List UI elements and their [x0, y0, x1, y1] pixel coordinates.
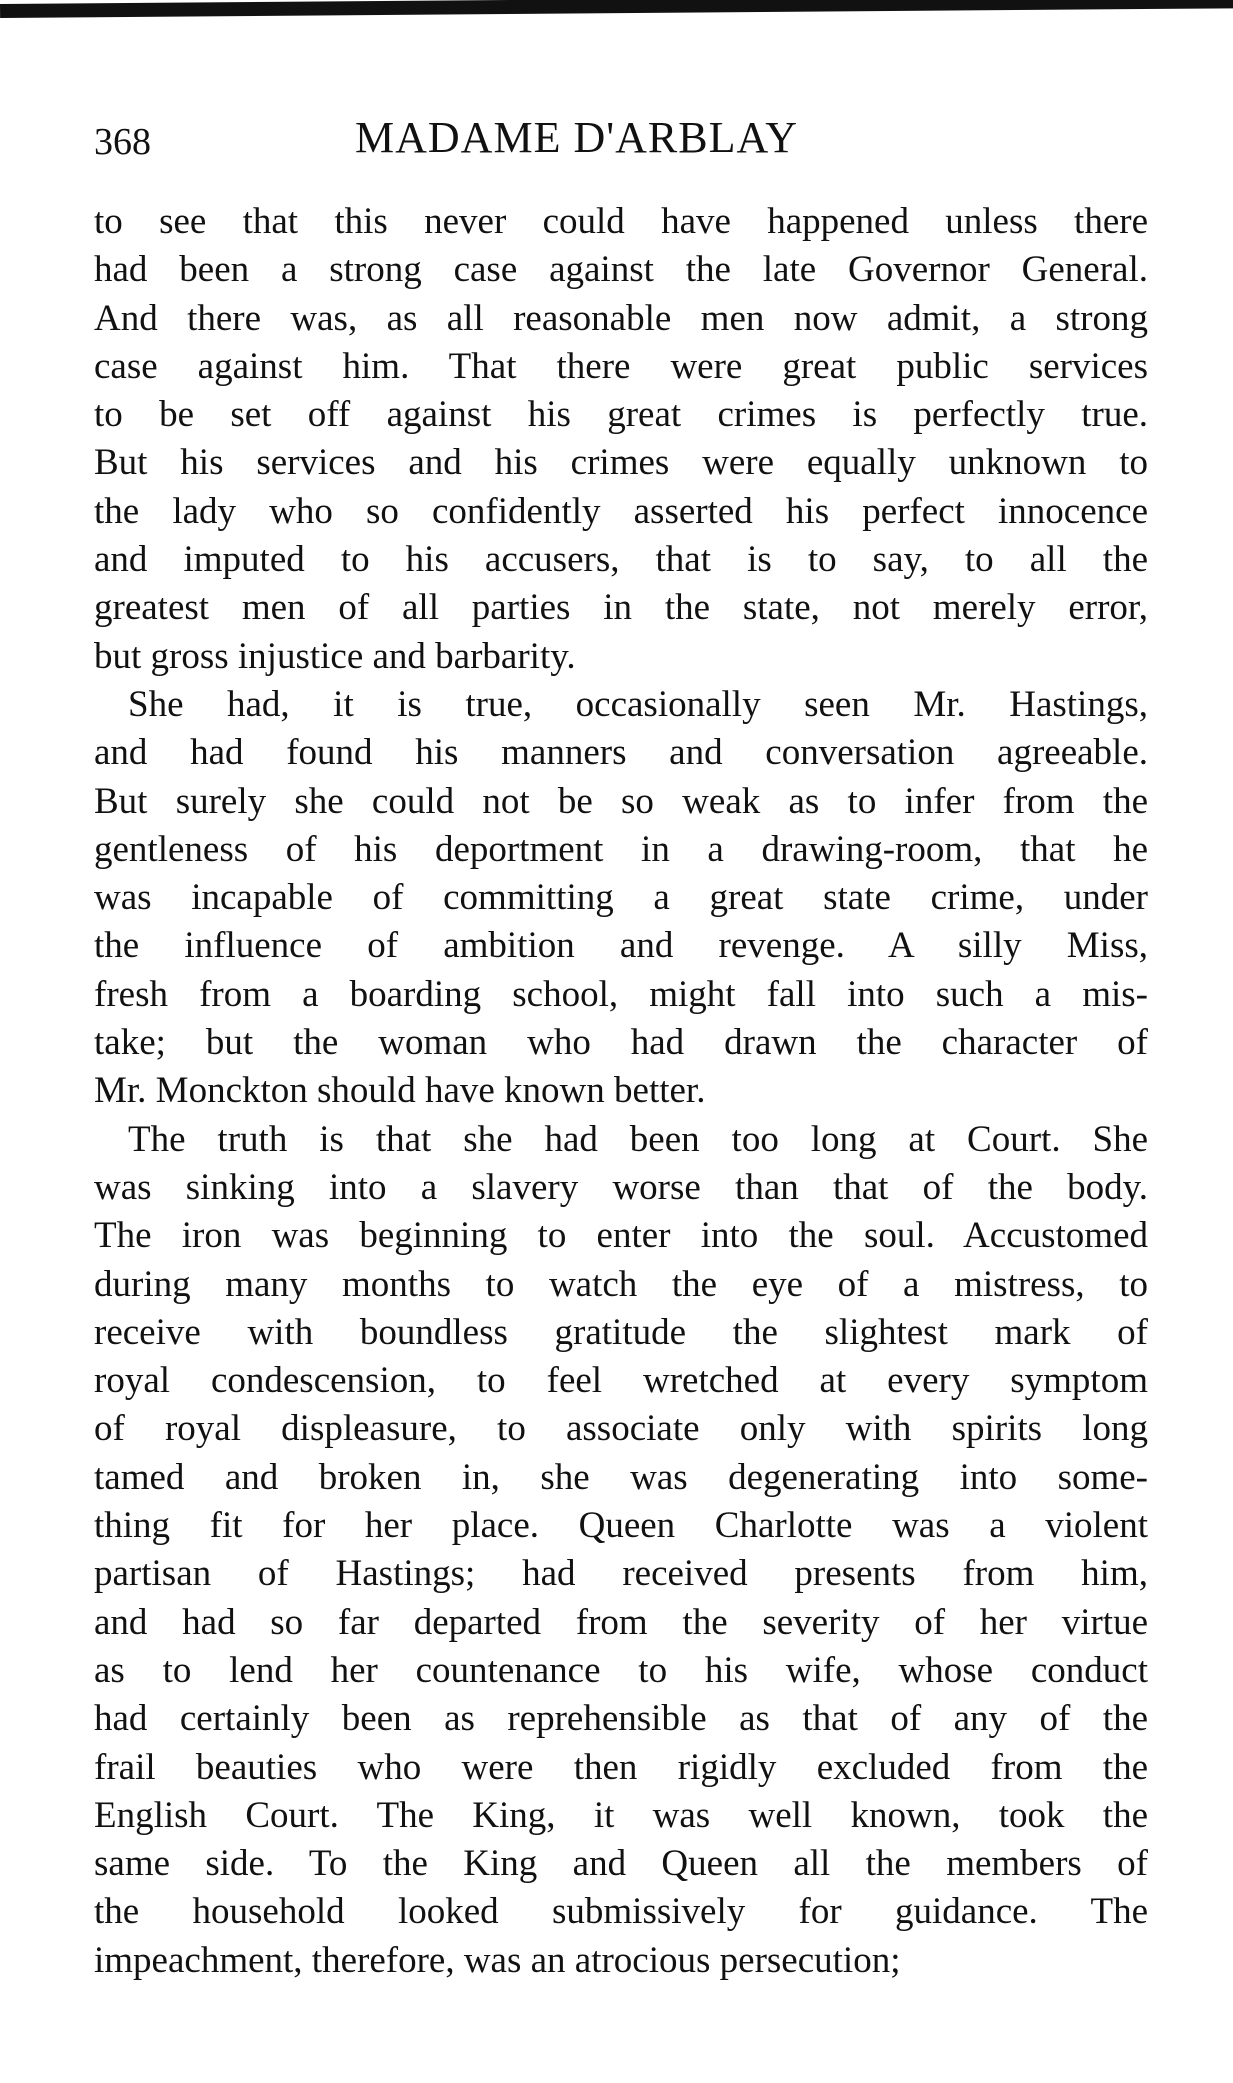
text-line: to be set off against his great crimes is perfectly true. — [94, 394, 1148, 436]
paragraph — [94, 198, 1148, 681]
text-line: and had so far departed from the severity of her virtue — [94, 1601, 1148, 1643]
text-line: royal condescension, to feel wretched at every symptom — [94, 1360, 1148, 1402]
text-line: greatest men of all parties in the state, not merely error, — [94, 587, 1148, 629]
running-head: MADAME D'ARBLAY — [355, 113, 799, 162]
text-line: was sinking into a slavery worse than that of the body. — [94, 1166, 1148, 1208]
text-line: And there was, as all reasonable men now admit, a strong — [94, 297, 1148, 339]
text-line: tamed and broken in, she was degenerating into some- — [94, 1456, 1148, 1498]
text-line: the influence of ambition and revenge. A silly Miss, — [94, 925, 1148, 967]
text-line: The iron was beginning to enter into the soul. Accustomed — [94, 1215, 1148, 1257]
text-line: case against him. That there were great public services — [94, 345, 1148, 387]
text-line: and imputed to his accusers, that is to say, to all the — [94, 539, 1148, 581]
body-text — [94, 198, 1148, 1985]
text-line: same side. To the King and Queen all the members of — [94, 1843, 1148, 1885]
text-line: impeachment, therefore, was an atrocious persecution; — [94, 1939, 901, 1981]
text-line: But his services and his crimes were equally unknown to — [94, 442, 1148, 484]
text-line: receive with boundless gratitude the slightest mark of — [94, 1311, 1148, 1353]
page-top-edge — [0, 0, 1233, 18]
paragraph — [94, 1116, 1148, 1985]
text-line: But surely she could not be so weak as to infer from the — [94, 780, 1148, 822]
text-line: frail beauties who were then rigidly excluded from the — [94, 1746, 1148, 1788]
paragraph — [94, 681, 1148, 1116]
text-line: was incapable of committing a great state crime, under — [94, 877, 1148, 919]
text-line: thing fit for her place. Queen Charlotte was a violent — [94, 1505, 1148, 1547]
text-line: and had found his manners and conversation agreeable. — [94, 732, 1148, 774]
text-line: Mr. Monckton should have known better. — [94, 1070, 706, 1112]
text-line: fresh from a boarding school, might fall into such a mis- — [94, 973, 1148, 1015]
text-line: The truth is that she had been too long at Court. She — [128, 1118, 1148, 1160]
text-line: during many months to watch the eye of a mistress, to — [94, 1263, 1148, 1305]
text-line: partisan of Hastings; had received presents from him, — [94, 1553, 1148, 1595]
text-line: the lady who so confidently asserted his perfect innocence — [94, 490, 1148, 532]
text-line: of royal displeasure, to associate only with spirits long — [94, 1408, 1148, 1450]
text-line: take; but the woman who had drawn the character of — [94, 1022, 1148, 1064]
text-line: had certainly been as reprehensible as that of any of the — [94, 1698, 1148, 1740]
text-line: gentleness of his deportment in a drawing-room, that he — [94, 828, 1148, 870]
text-line: English Court. The King, it was well known, took the — [94, 1794, 1148, 1836]
text-line: had been a strong case against the late Governor General. — [94, 249, 1148, 291]
text-line: as to lend her countenance to his wife, whose conduct — [94, 1649, 1148, 1691]
text-line: to see that this never could have happened unless there — [94, 201, 1148, 242]
text-line: She had, it is true, occasionally seen Mr. Hastings, — [128, 683, 1148, 725]
page-number: 368 — [94, 121, 151, 163]
text-line: the household looked submissively for guidance. The — [94, 1891, 1148, 1933]
text-line: but gross injustice and barbarity. — [94, 635, 576, 677]
